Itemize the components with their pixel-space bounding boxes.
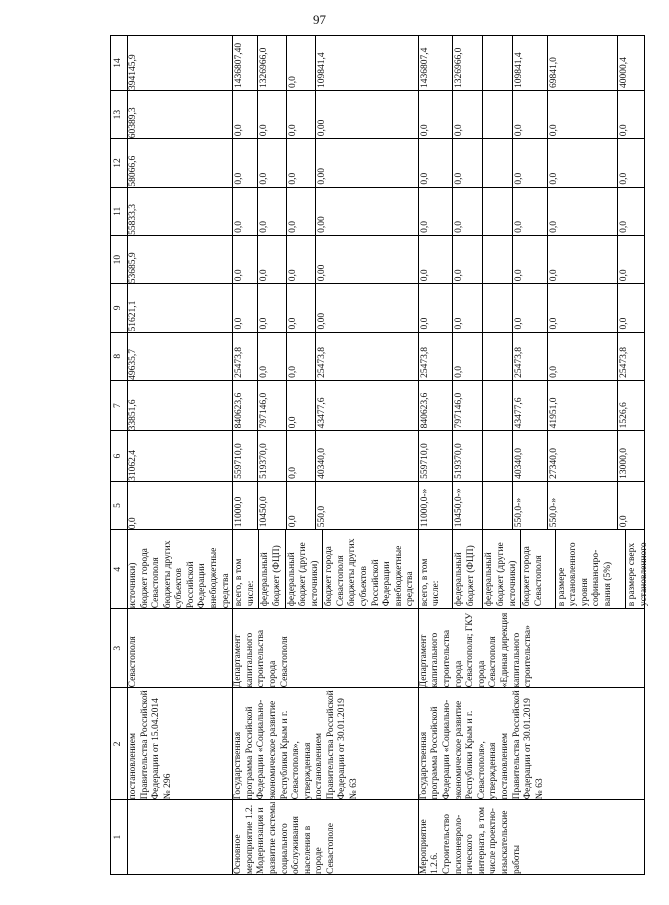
amount-cell: 840623,6 [419, 381, 454, 431]
block2-source-column [418, 530, 649, 609]
amount-cell: 0,0 [548, 139, 619, 186]
amount-cell: 0,0 [453, 333, 483, 380]
amount-cell: 43477,6 [317, 397, 328, 429]
block2-c3: Департамент капитального строительства города Севастополя; ГКУ города Севастополя «Единая дирекция капитального строительства» [418, 609, 644, 688]
amount-cell: 0,0 [258, 333, 287, 380]
source-label: в размере сверх установленного [627, 542, 649, 607]
amount-cell: 25473,8 [619, 346, 630, 378]
amount-cell: 0,0 [287, 139, 316, 186]
amount-cell: 25473,8 [513, 333, 548, 380]
block2-value-column [418, 187, 644, 235]
amount-cell: 109841,4 [513, 36, 548, 90]
amount-cell [483, 188, 513, 235]
col-header: 5 [111, 481, 128, 529]
amount-cell: 797146,0 [453, 381, 483, 431]
block1-row [233, 36, 419, 875]
block1-c2: Государственная программа Российской Федерации «Социально-экономическое развитие Республики Крым и г. Севастополя», утвержденная постановлением Правительства Российской Федерации от 30.01.2019 № 63 [233, 688, 419, 800]
col-header: 3 [111, 609, 128, 688]
amount-cell: 1436807,4 [419, 36, 454, 90]
col-header: 11 [111, 187, 128, 235]
amount-cell: 0,0 [419, 139, 454, 186]
amount-cell: 11000,0 [233, 482, 258, 529]
amount-cell: 0,0 [453, 284, 483, 331]
amount-cell: 0,00 [317, 264, 328, 282]
col-header: 12 [111, 139, 128, 187]
top-c3: Севастополя [128, 609, 233, 688]
source-label: федеральный бюджет (другие источники) [483, 530, 521, 608]
amount-cell: 0,0 [453, 236, 483, 283]
col-header: 14 [111, 36, 128, 91]
block2-value-column [418, 139, 644, 187]
amount-cell: 0,0 [287, 236, 316, 283]
top-c1 [128, 800, 233, 875]
block1-c1: Основное мероприятие 1.2. Модернизация и развитие системы социального обслуживания населения в городе Севастополе [233, 800, 419, 875]
amount-cell: 25473,8 [419, 333, 454, 380]
amount-cell: 10450,0-» [453, 482, 483, 529]
amount-cell: 0,0 [258, 236, 287, 283]
rotated-table-page [110, 35, 649, 875]
amount-cell: 559710,0 [419, 431, 454, 481]
amount-cell: 0,0 [233, 139, 258, 186]
block1-value-column [233, 431, 419, 482]
col-header: 8 [111, 332, 128, 380]
block1-value-column [233, 284, 419, 332]
amount-cell: 0,0 [287, 333, 316, 380]
amount-cell: 13000,0 [619, 448, 630, 479]
amount-cell: 797146,0 [258, 381, 287, 431]
col-header: 7 [111, 380, 128, 431]
block2-c1: Мероприятие 1.2.6. Строительство психоневроло-гического интерната, в том числе проектно-изыскательские работы [418, 800, 644, 875]
amount-cell: 40340,0 [513, 431, 548, 481]
top-block-row [128, 36, 233, 875]
source-label: бюджет города Севастополя бюджеты других субъектов Российской Федерации внебюджетные средства [324, 538, 416, 607]
amount-cell: 0,0 [513, 139, 548, 186]
amount-cell: 0,0 [548, 188, 619, 235]
amount-cell: 0,0 [453, 188, 483, 235]
amount-cell: 0,0 [548, 236, 619, 283]
amount-cell: 0,0 [419, 91, 454, 138]
amount-cell: 0,0 [548, 284, 619, 331]
block1-value-column [233, 90, 419, 138]
source-label: в размере установленного уровня софинансиро-вания (5%) [556, 530, 627, 608]
top-value: 49635,7 [128, 332, 233, 380]
amount-cell: 519370,0 [453, 431, 483, 481]
top-value: 60389,3 [128, 90, 233, 138]
block1-value-column [233, 139, 419, 187]
amount-cell: 0,0 [419, 284, 454, 331]
block2-row [418, 36, 644, 875]
col-header: 1 [111, 800, 128, 875]
amount-cell: 0,00 [317, 119, 328, 137]
top-c4: источники) бюджет города Севастополя бюджеты других субъектов Российской Федерации внебюджетные средства [128, 530, 233, 609]
budget-table [110, 35, 649, 875]
block1-value-column [233, 187, 419, 235]
block1-value-column [233, 380, 419, 431]
amount-cell: 0,0 [233, 284, 258, 331]
amount-cell: 0,0 [619, 515, 630, 528]
amount-cell: 0,0 [287, 91, 316, 138]
amount-cell: 0,0 [287, 381, 316, 431]
amount-cell: 40340,0 [317, 448, 328, 479]
amount-cell: 10450,0 [258, 482, 287, 529]
col-header: 6 [111, 431, 128, 482]
amount-cell [483, 333, 513, 380]
amount-cell: 25473,8 [233, 333, 258, 380]
top-value: 53685,9 [128, 235, 233, 283]
amount-cell: 1326966,0 [258, 36, 287, 90]
amount-cell: 41951,0 [548, 381, 619, 431]
amount-cell: 0,0 [258, 284, 287, 331]
amount-cell: 0,0 [258, 139, 287, 186]
amount-cell [483, 482, 513, 529]
amount-cell: 1526,6 [619, 402, 630, 429]
amount-cell: 0,0 [619, 269, 630, 282]
amount-cell: 25473,8 [317, 346, 328, 378]
amount-cell: 0,0 [513, 188, 548, 235]
amount-cell: 1436807,40 [233, 36, 258, 90]
block2-value-column [418, 90, 644, 138]
block2-value-column [418, 332, 644, 380]
amount-cell: 0,0 [513, 284, 548, 331]
block2-value-column [418, 36, 644, 91]
amount-cell: 0,0 [233, 91, 258, 138]
amount-cell: 0,0 [258, 188, 287, 235]
amount-cell: 0,0 [419, 188, 454, 235]
top-value: 33851,6 [128, 380, 233, 431]
amount-cell: 0,00 [317, 312, 328, 330]
amount-cell: 109841,4 [317, 52, 328, 88]
source-label: всего, в том числе: [419, 530, 454, 608]
block1-value-column [233, 36, 419, 91]
amount-cell: 840623,6 [233, 381, 258, 431]
amount-cell: 11000,0-» [419, 482, 454, 529]
column-number-row [111, 36, 128, 875]
amount-cell: 0,0 [233, 236, 258, 283]
source-label: всего, в том числе: [233, 530, 259, 608]
amount-cell: 0,0 [619, 124, 630, 137]
page-number: 97 [313, 12, 326, 27]
amount-cell: 0,0 [287, 284, 316, 331]
amount-cell: 519370,0 [258, 431, 287, 481]
amount-cell: 0,0 [287, 431, 316, 481]
amount-cell: 27340,0 [548, 431, 619, 481]
source-label: федеральный бюджет (другие источники) [286, 530, 324, 608]
block2-value-column [418, 481, 644, 529]
amount-cell: 40000,4 [619, 57, 630, 88]
amount-cell: 0,0 [619, 172, 630, 185]
amount-cell: 0,00 [317, 167, 328, 185]
amount-cell [483, 284, 513, 331]
block2-value-column [418, 235, 644, 283]
block1-value-column [233, 481, 419, 529]
amount-cell [483, 381, 513, 431]
top-value: 31062,4 [128, 431, 233, 482]
amount-cell: 0,0 [258, 91, 287, 138]
amount-cell: 0,0 [287, 188, 316, 235]
amount-cell: 0,0 [419, 236, 454, 283]
block2-value-column [418, 380, 644, 431]
amount-cell [483, 139, 513, 186]
source-label: бюджет города Севастополя [521, 530, 556, 608]
amount-cell: 550,0 [317, 505, 328, 528]
col-header: 10 [111, 235, 128, 283]
amount-cell: 0,0 [619, 317, 630, 330]
top-value: 51621,1 [128, 284, 233, 332]
top-value: 55833,3 [128, 187, 233, 235]
amount-cell: 550,0-» [513, 482, 548, 529]
top-value: 0,0 [128, 481, 233, 529]
block1-value-column [233, 332, 419, 380]
amount-cell [483, 36, 513, 90]
amount-cell: 0,0 [453, 91, 483, 138]
amount-cell: 0,0 [619, 221, 630, 233]
top-c2: постановлением Правительства Российской Федерации от 15.04.2014 № 296 [128, 688, 233, 800]
amount-cell: 0,0 [287, 36, 316, 90]
amount-cell: 0,0 [513, 91, 548, 138]
amount-cell: 43477,6 [513, 381, 548, 431]
block2-value-column [418, 431, 644, 482]
amount-cell: 550,0-» [548, 482, 619, 529]
block2-c2: Государственная программа Российской Федерации «Социально-экономическое развитие Республики Крым и г. Севастополя», утвержденная постановлением Правительства Российской Федерации от 30.01.2019 № 63 [418, 688, 644, 800]
amount-cell [483, 236, 513, 283]
amount-cell: 0,0 [548, 91, 619, 138]
amount-cell: 0,0 [453, 139, 483, 186]
block2-value-column [418, 284, 644, 332]
col-header: 2 [111, 688, 128, 800]
top-value: 58066,6 [128, 139, 233, 187]
amount-cell: 0,0 [233, 188, 258, 235]
amount-cell: 1326966,0 [453, 36, 483, 90]
amount-cell: 0,0 [513, 236, 548, 283]
col-header: 13 [111, 90, 128, 138]
amount-cell: 0,0 [287, 482, 316, 529]
block1-value-column [233, 235, 419, 283]
amount-cell: 0,00 [317, 216, 328, 233]
col-header: 9 [111, 284, 128, 332]
amount-cell: 69841,0 [548, 36, 619, 90]
amount-cell: 0,0 [548, 333, 619, 380]
source-label: федеральный бюджет (ФЦП) [453, 530, 483, 608]
block1-source-column [233, 530, 419, 609]
col-header: 4 [111, 530, 128, 609]
top-value: 394145,9 [128, 36, 233, 91]
amount-cell [483, 91, 513, 138]
block1-c3: Департамент капитального строительства города Севастополя [233, 609, 419, 688]
amount-cell: 559710,0 [233, 431, 258, 481]
amount-cell [483, 431, 513, 481]
source-label: федеральный бюджет (ФЦП) [259, 530, 285, 608]
